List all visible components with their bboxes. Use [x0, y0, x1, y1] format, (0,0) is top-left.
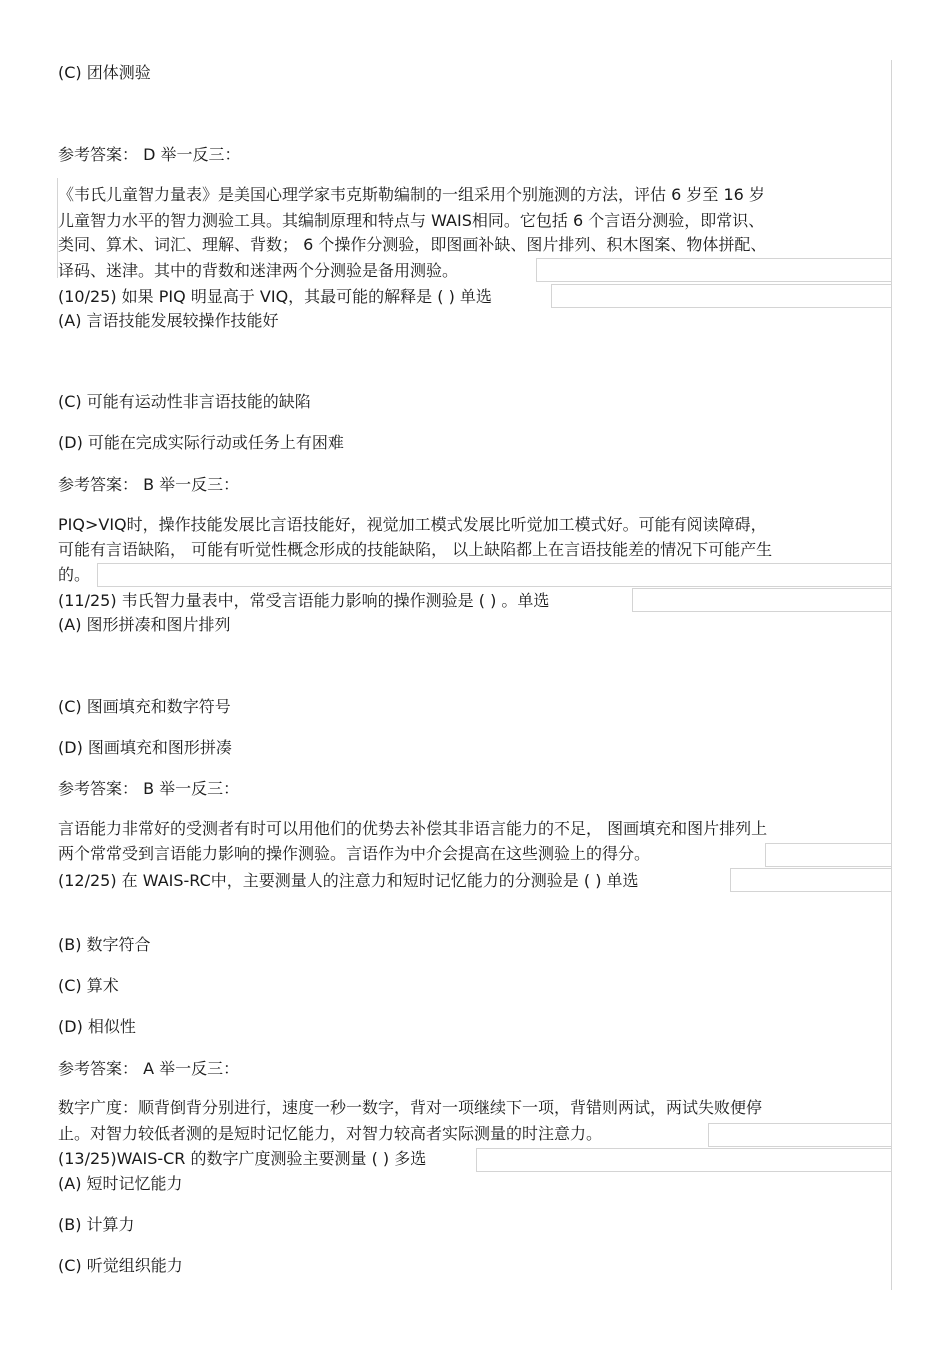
option-line: (D) 图画填充和图形拼凑 — [58, 738, 232, 757]
frame-exp-2 — [97, 563, 892, 587]
answer-line: 参考答案： B 举一反三： — [58, 779, 240, 798]
question-line: (10/25) 如果 PIQ 明显高于 VIQ，其最可能的解释是 ( ) 单选 — [58, 287, 492, 306]
exp-line: 两个常常受到言语能力影响的操作测验。言语作为中介会提高在这些测验上的得分。 — [58, 844, 651, 863]
exp-line: 言语能力非常好的受测者有时可以用他们的优势去补偿其非语言能力的不足， 图画填充和图片排列上 — [58, 819, 768, 838]
exp-line: 可能有言语缺陷， 可能有听觉性概念形成的技能缺陷， 以上缺陷都上在言语技能差的情况下可能产生 — [58, 540, 773, 559]
option-line: (C) 图画填充和数字符号 — [58, 697, 231, 716]
right-border — [891, 60, 892, 1290]
question-line: (11/25) 韦氏智力量表中，常受言语能力影响的操作测验是 ( ) 。单选 — [58, 591, 550, 610]
answer-line: 参考答案： A 举一反三： — [58, 1059, 240, 1078]
frame-exp-3 — [765, 843, 892, 867]
frame-q11 — [632, 588, 892, 612]
option-line: (C) 团体测验 — [58, 63, 151, 82]
exp-line: 儿童智力水平的智力测验工具。其编制原理和特点与 WAIS相同。它包括 6 个言语分测验，即常识、 — [58, 211, 765, 230]
exp-line: PIQ>VIQ时，操作技能发展比言语技能好，视觉加工模式发展比听觉加工模式好。可能有阅读障碍， — [58, 515, 767, 534]
exp-line: 的。 — [58, 565, 91, 584]
question-line: (13/25)WAIS-CR 的数字广度测验主要测量 ( ) 多选 — [58, 1149, 427, 1168]
option-line: (D) 相似性 — [58, 1017, 136, 1036]
exp-line: 译码、迷津。其中的背数和迷津两个分测验是备用测验。 — [58, 261, 459, 280]
question-line: (12/25) 在 WAIS-RC中，主要测量人的注意力和短时记忆能力的分测验是 ( ) 单选 — [58, 871, 639, 890]
option-line: (C) 可能有运动性非言语技能的缺陷 — [58, 392, 311, 411]
option-line: (A) 短时记忆能力 — [58, 1174, 183, 1193]
option-line: (C) 听觉组织能力 — [58, 1256, 183, 1275]
answer-line: 参考答案： B 举一反三： — [58, 475, 240, 494]
exp-line: 类同、算术、词汇、理解、背数； 6 个操作分测验，即图画补缺、图片排列、积木图案、物体拼配、 — [58, 235, 767, 254]
frame-exp-1 — [536, 258, 892, 282]
option-line: (A) 言语技能发展较操作技能好 — [58, 311, 279, 330]
option-line: (D) 可能在完成实际行动或任务上有困难 — [58, 433, 344, 452]
option-line: (A) 图形拼凑和图片排列 — [58, 615, 231, 634]
exp-line: 止。对智力较低者测的是短时记忆能力，对智力较高者实际测量的时注意力。 — [58, 1124, 603, 1143]
frame-q10 — [551, 284, 892, 308]
exp-line: 《韦氏儿童智力量表》是美国心理学家韦克斯勒编制的一组采用个别施测的方法，评估 6 岁至 16 岁 — [58, 185, 765, 204]
frame-q12 — [730, 868, 892, 892]
frame-q13 — [476, 1148, 892, 1172]
answer-line: 参考答案： D 举一反三： — [58, 145, 241, 164]
exp-line: 数字广度：顺背倒背分别进行，速度一秒一数字，背对一项继续下一项，背错则两试，两试失败便停 — [58, 1098, 763, 1117]
option-line: (B) 数字符合 — [58, 935, 151, 954]
frame-exp-4 — [708, 1123, 892, 1147]
option-line: (C) 算术 — [58, 976, 119, 995]
option-line: (B) 计算力 — [58, 1215, 135, 1234]
